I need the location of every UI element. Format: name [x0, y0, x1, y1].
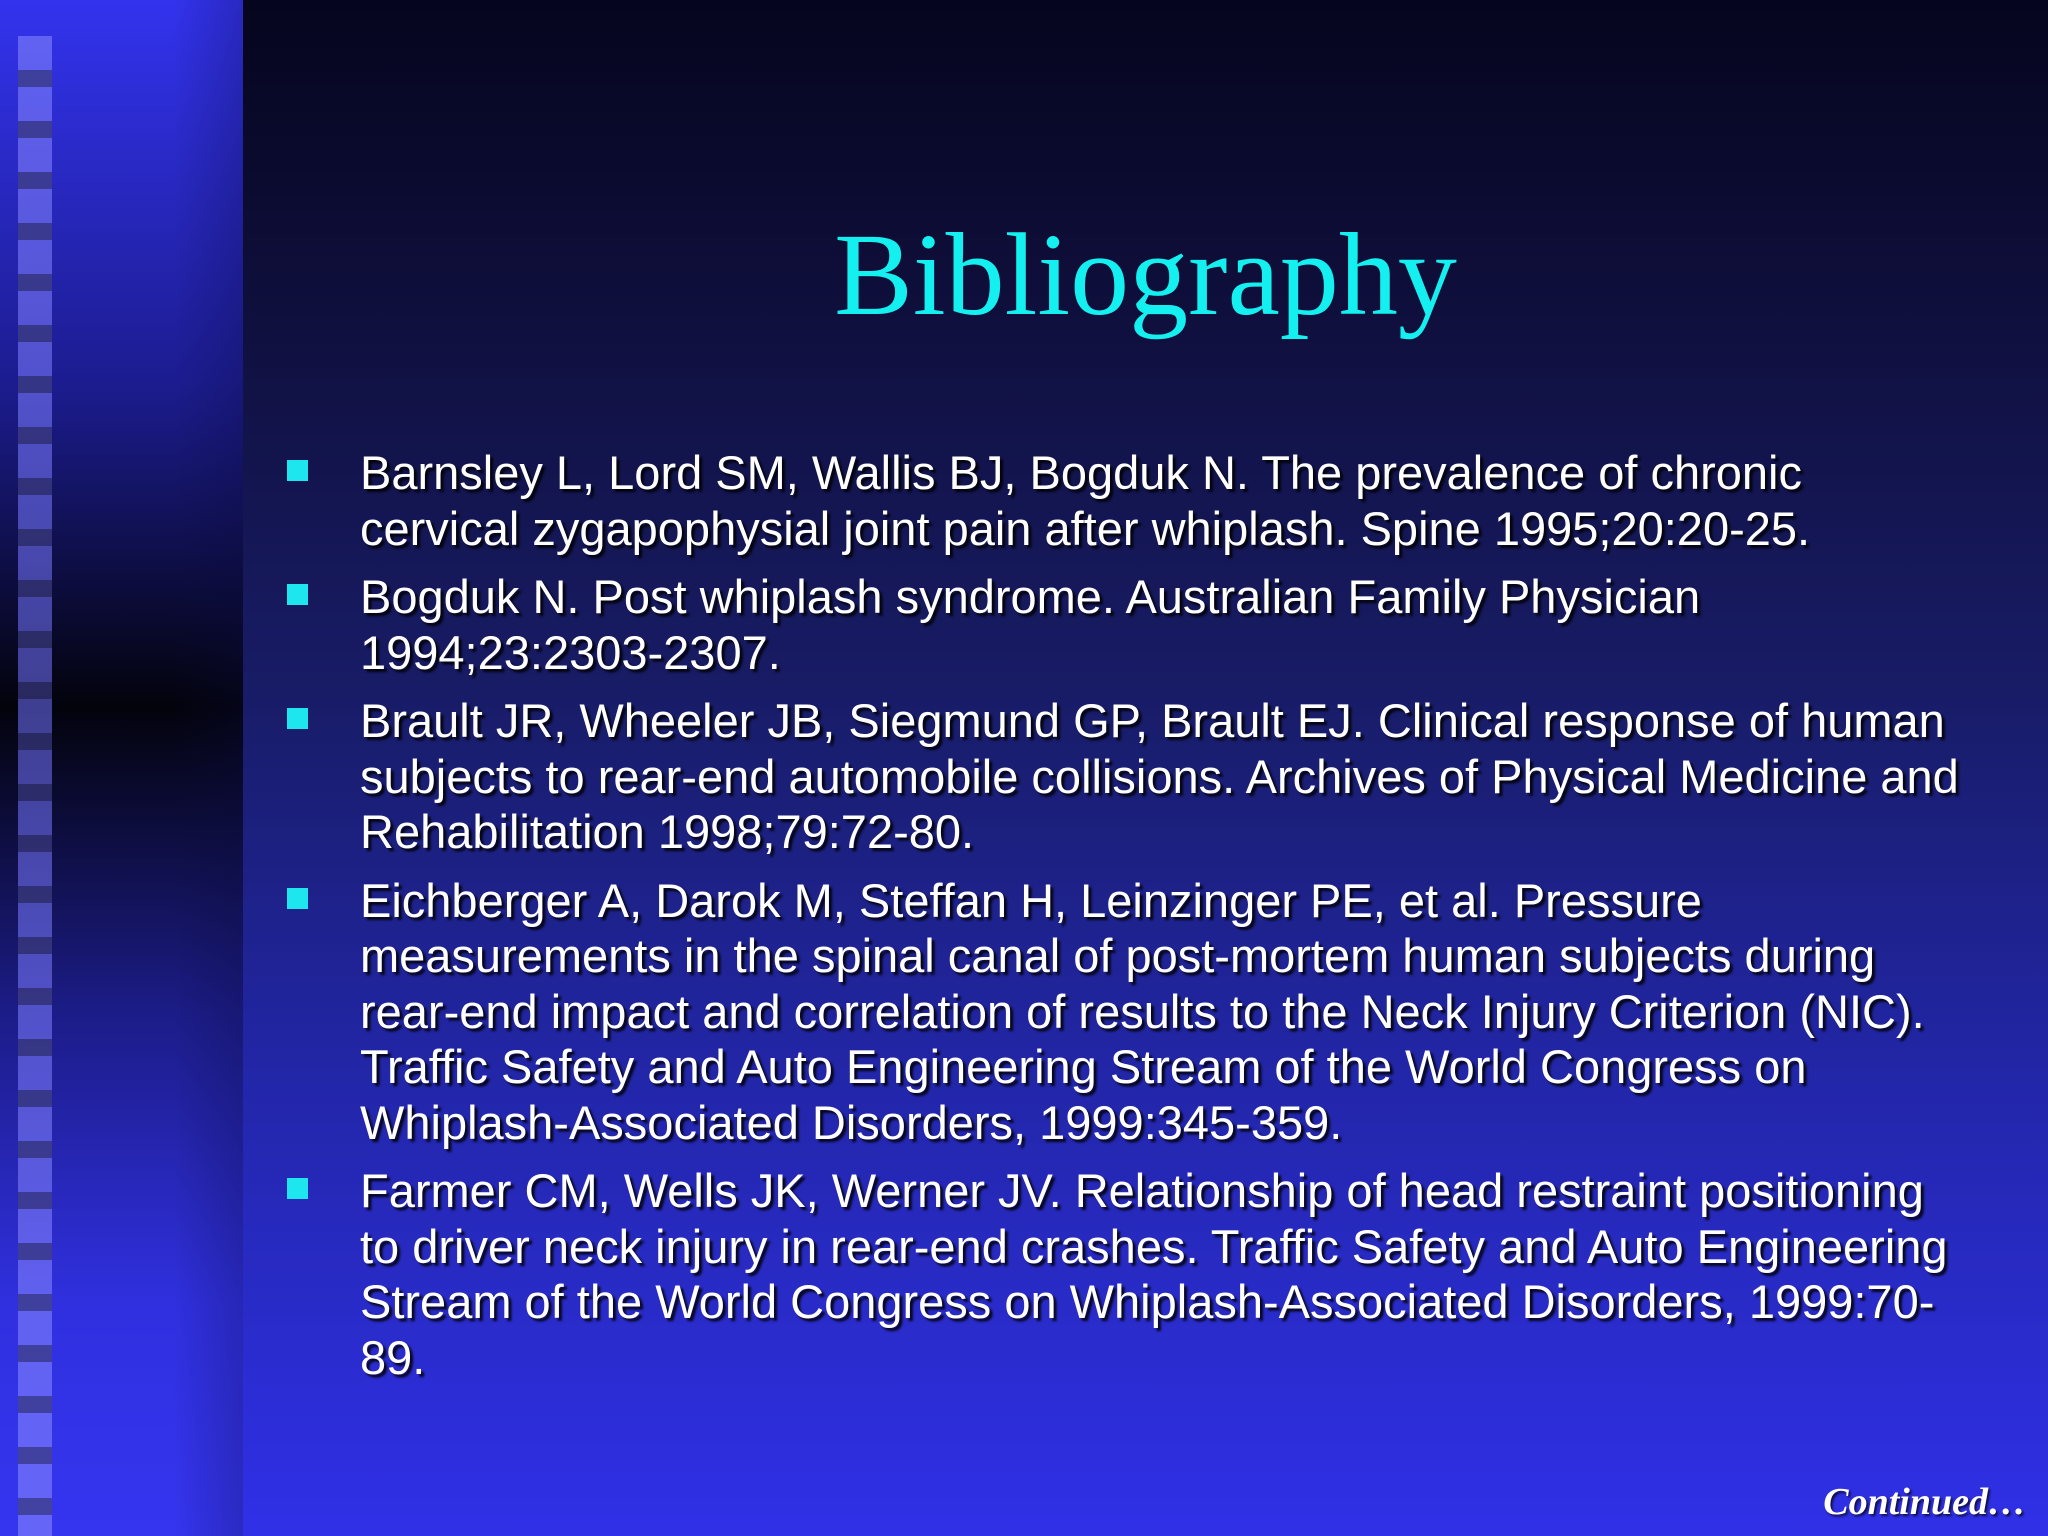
decorative-sidebar [0, 0, 243, 1536]
square-bullet-icon [287, 584, 308, 605]
bibliography-entry [283, 1163, 1973, 1385]
bibliography-entry [283, 693, 1973, 860]
bibliography-entry-text: Brault JR, Wheeler JB, Siegmund GP, Brault EJ. Clinical response of human subjects to rear-end automobile collisions. Archives of Physical Medicine and Rehabilitation 1998;79:72-80. [360, 694, 1959, 858]
square-bullet-icon [287, 1178, 308, 1199]
bibliography-entry-text: Barnsley L, Lord SM, Wallis BJ, Bogduk N. The prevalence of chronic cervical zygapophysial joint pain after whiplash. Spine 1995;20:20-25. [360, 446, 1811, 555]
square-bullet-icon [287, 888, 308, 909]
sidebar-edge-fade [173, 0, 243, 1536]
bibliography-entry-text: Eichberger A, Darok M, Steffan H, Leinzinger PE, et al. Pressure measurements in the spinal canal of post-mortem human subjects during rear-end impact and correlation of results to the Neck Injury Criterion (NIC). Traffic Safety and Auto Engineering Stream of the World Congress on Whiplash-Associated Disorders, 1999:345-359. [360, 873, 1925, 1149]
bibliography-entry-text: Bogduk N. Post whiplash syndrome. Australian Family Physician 1994;23:2303-2307. [360, 570, 1701, 679]
sidebar-square-gaps [18, 36, 52, 1536]
slide-title: Bibliography [834, 209, 1457, 340]
continued-label: Continued… [1823, 1481, 2026, 1523]
bibliography-entry-text: Farmer CM, Wells JK, Werner JV. Relationship of head restraint positioning to driver neck injury in rear-end crashes. Traffic Safety and Auto Engineering Stream of the World Congress on Whiplash-Associated Disorders, 1999:70-89. [360, 1164, 1948, 1384]
bibliography-entry [283, 569, 1973, 680]
square-bullet-icon [287, 708, 308, 729]
bibliography-list [283, 445, 1973, 1398]
bibliography-entry [283, 873, 1973, 1151]
bibliography-entry [283, 445, 1973, 556]
square-bullet-icon [287, 460, 308, 481]
